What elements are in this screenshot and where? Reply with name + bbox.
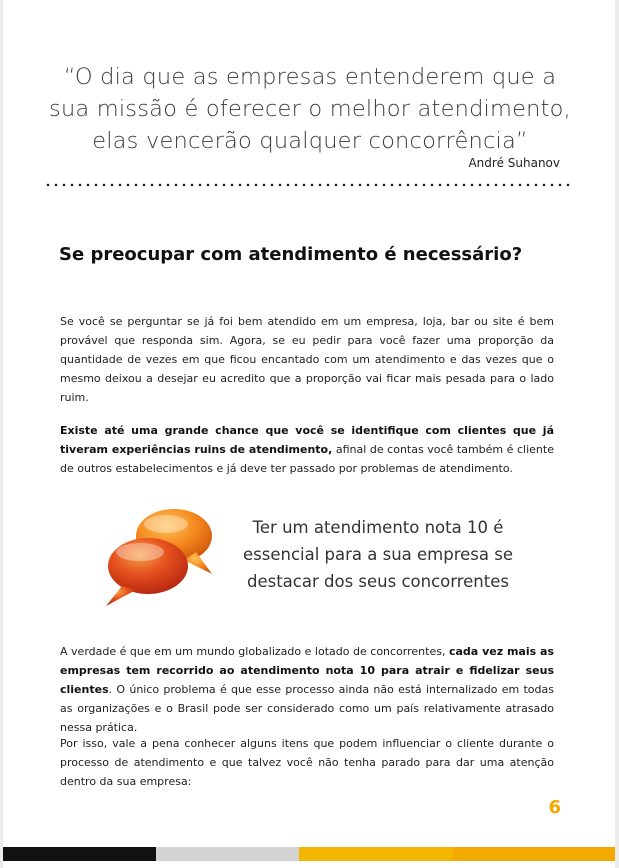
quote-author: André Suhanov <box>468 156 560 170</box>
callout-line-2: essencial para a sua empresa se <box>242 545 513 564</box>
callout-line-3: destacar dos seus concorrentes <box>246 572 509 591</box>
paragraph-4-emphasis: cada vez mais as empresas tem recorrido ao atendimento nota 10 para atrair e fidelizar seus clientes <box>60 645 554 696</box>
paragraph-5: Por isso, vale a pena conhecer alguns itens que podem influenciar o cliente durante o processo de atendimento e que talvez você não tenha parado para dar uma atenção dentro da sua empresa: <box>60 737 554 788</box>
chat-bubbles-icon <box>100 502 218 614</box>
paragraph-4-start: A verdade é que em um mundo globalizado e lotado de concorrentes, <box>60 645 449 658</box>
quote-line-3: elas vencerão qualquer concorrência” <box>92 128 528 154</box>
paragraph-2-rest: afinal de contas você também é cliente de outros estabelecimentos e já deve ter passado por problemas de atendimento. <box>60 443 554 475</box>
quote-line-1: “O dia que as empresas entenderem que a <box>63 64 557 90</box>
footer-bar-gray <box>156 847 299 861</box>
footer-bar-yellow <box>299 847 453 861</box>
bubble-front <box>106 538 188 606</box>
page-number: 6 <box>548 797 561 818</box>
footer-bar-orange <box>453 847 615 861</box>
paragraph-2 <box>60 421 554 478</box>
section-heading: Se preocupar com atendimento é necessário? <box>59 244 523 265</box>
paragraph-4-end: . O único problema é que esse processo ainda não está internalizado em todas as organizações e o Brasil pode ser considerado como um país relativamente atrasado nessa prática. <box>60 683 554 734</box>
paragraph-2-emphasis: Existe até uma grande chance que você se identifique com clientes que já tiveram experiências ruins de atendimento, <box>60 424 554 456</box>
footer-bar-black <box>3 847 156 861</box>
quote-line-2: sua missão é oferecer o melhor atendimento, <box>49 96 571 122</box>
paragraph-1: Se você se perguntar se já foi bem atendido em um empresa, loja, bar ou site é bem provável que responda sim. Agora, se eu pedir para você fazer uma proporção da quantidade de vezes em que ficou encantado com um atendimento e das vezes que o mesmo deixou a desejar eu acredito que a proporção vai ficar mais pesada para o lado ruim. <box>60 315 554 404</box>
callout-line-1: Ter um atendimento nota 10 é <box>252 518 504 537</box>
paragraph-4 <box>60 642 554 737</box>
dotted-divider <box>44 183 574 187</box>
